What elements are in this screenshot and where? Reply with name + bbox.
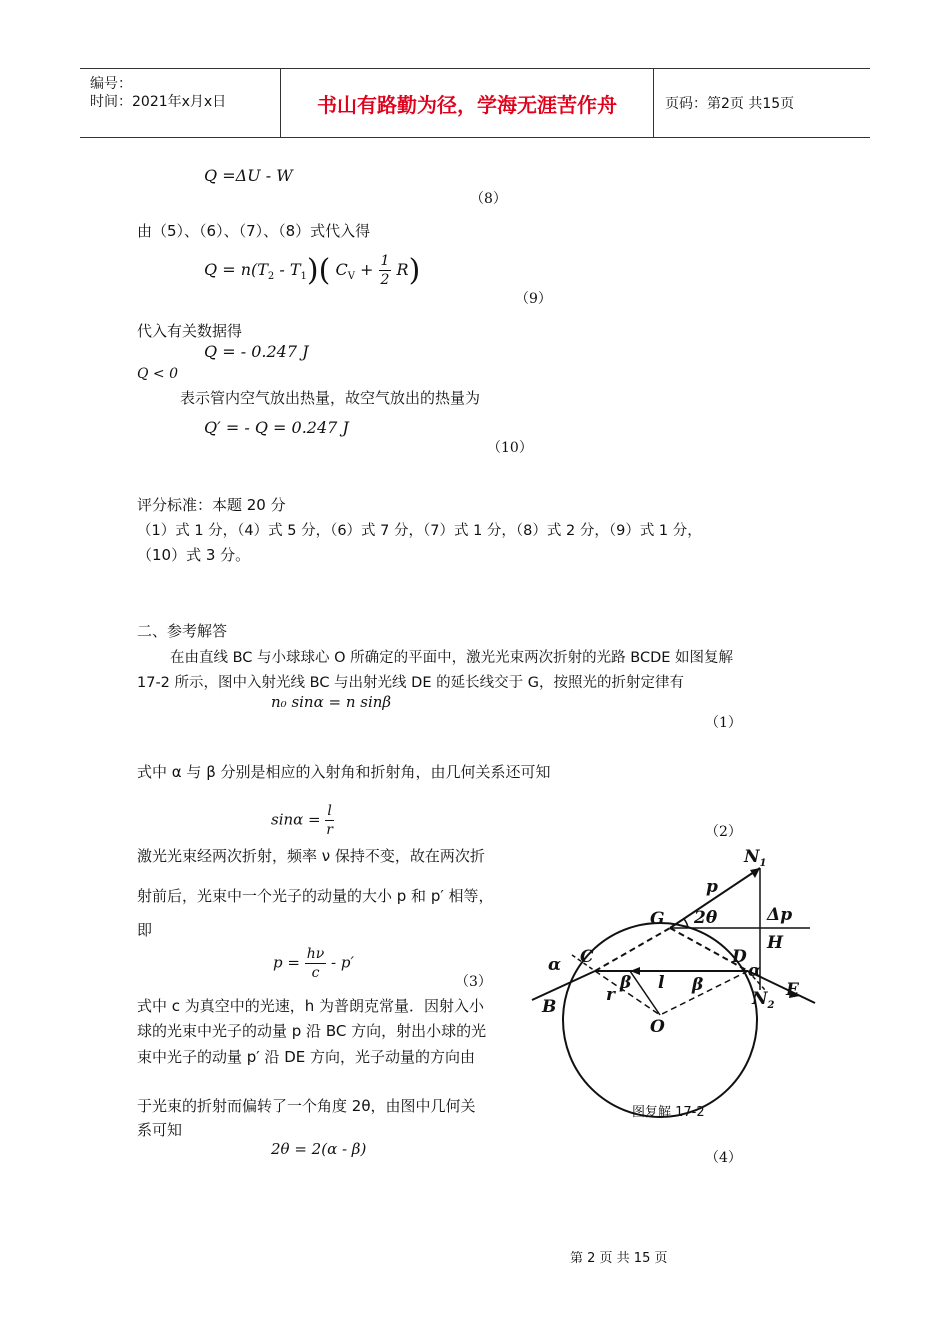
eq9-r: R <box>396 260 409 279</box>
label-n2: $N_2$ <box>752 989 775 1011</box>
eq9-fraction <box>379 252 392 289</box>
eq3-fraction <box>305 945 327 982</box>
eq9-sub1: 1 <box>300 271 307 283</box>
motto: 书山有路勤为径，学海无涯苦作舟 <box>281 69 654 137</box>
eq9-sub2: 2 <box>267 271 275 283</box>
eq9-den: 2 <box>380 272 390 288</box>
page-info: 页码：第2页 共15页 <box>665 96 795 112</box>
page-footer: 第 2 页 共 15 页 <box>570 1251 668 1266</box>
header-meta <box>80 69 281 137</box>
label-beta-c: β <box>620 973 632 993</box>
q-negative: Q < 0 <box>137 366 179 382</box>
section2-p3c: 即 <box>137 921 153 939</box>
label-h: H <box>767 933 784 953</box>
scoring-line-2: （10）式 3 分。 <box>137 546 251 564</box>
figure-caption: 图复解 17-2 <box>632 1105 705 1120</box>
equation-8-label: （8） <box>470 191 507 207</box>
label-g: G <box>650 909 665 929</box>
eq9-cv: C <box>335 260 348 279</box>
label-b: B <box>542 997 557 1017</box>
q-value: Q = - 0.247 J <box>204 342 309 361</box>
label-r: r <box>606 985 615 1005</box>
equation-4-label: （4） <box>705 1150 742 1166</box>
label-o: O <box>650 1017 665 1037</box>
eq2-den: r <box>326 822 333 838</box>
section2-p4b: 球的光束中光子的动量 p 沿 BC 方向，射出小球的光 <box>137 1022 487 1040</box>
section2-p1b: 17-2 所示，图中入射光线 BC 与出射光线 DE 的延长线交于 G，按照光的折射定律有 <box>137 675 684 691</box>
incident-ray <box>532 971 595 1000</box>
equation-10-label: （10） <box>487 440 533 456</box>
label-alpha-d: α <box>748 961 762 981</box>
eq2-fraction <box>325 802 333 839</box>
label-alpha-c: α <box>548 955 562 975</box>
scoring-title: 评分标准：本题 20 分 <box>137 496 286 514</box>
eq2-left: sinα = <box>271 810 321 829</box>
equation-3-label: （3） <box>455 974 492 990</box>
equation-2 <box>271 802 334 839</box>
label-e: E <box>786 980 799 1000</box>
eq9-cvsub: V <box>347 271 355 283</box>
section2-p3a: 激光光束经两次折射，频率 ν 保持不变，故在两次折 <box>137 847 485 865</box>
equation-10: Q′ = - Q = 0.247 J <box>204 418 349 437</box>
label-p: p <box>706 877 718 897</box>
eq3-num: hν <box>306 946 325 962</box>
equation-1-label: （1） <box>705 715 742 731</box>
equation-3 <box>273 945 354 982</box>
eq9-plus: + <box>354 260 379 279</box>
radius-od <box>660 971 748 1015</box>
release-line: 表示管内空气放出热量，故空气放出的热量为 <box>180 389 481 407</box>
equation-4: 2θ = 2(α - β) <box>271 1140 367 1158</box>
equation-1: n₀ sinα = n sinβ <box>271 693 392 711</box>
eq3-right: - p′ <box>331 953 354 972</box>
section2-p1a: 在由直线 BC 与小球球心 O 所确定的平面中，激光光束两次折射的光路 BCDE 如图复解 <box>170 650 734 666</box>
eq9-left: Q = n(T <box>204 260 268 279</box>
eq3-left: p = <box>273 953 300 972</box>
label-2theta: 2θ <box>694 908 718 928</box>
label-n1: $N_1$ <box>744 847 767 869</box>
label-l: l <box>658 973 665 993</box>
page-header <box>80 68 870 138</box>
section2-p3b: 射前后，光束中一个光子的动量的大小 p 和 p′ 相等， <box>137 887 494 905</box>
label-d: D <box>732 947 747 967</box>
eq9-mid: - T <box>274 260 301 279</box>
label-beta-d: β <box>692 975 704 995</box>
date-line: 时间：2021年x月x日 <box>90 94 227 110</box>
section2-p2: 式中 α 与 β 分别是相应的入射角和折射角，由几何关系还可知 <box>137 763 551 781</box>
eq2-num: l <box>327 803 332 819</box>
refraction-diagram <box>510 840 830 1130</box>
section2-p4d: 于光束的折射而偏转了一个角度 2θ，由图中几何关 <box>137 1097 476 1115</box>
incident-extension <box>595 928 670 971</box>
equation-9-label: （9） <box>515 291 552 307</box>
serial-label: 编号： <box>90 76 132 92</box>
label-delta-p: Δp <box>767 905 793 925</box>
scoring-line-1: （1）式 1 分，（4）式 5 分，（6）式 7 分，（7）式 1 分，（8）式 2 分，（9）式 1 分， <box>137 523 702 539</box>
section2-p4c: 束中光子的动量 p′ 沿 DE 方向，光子动量的方向由 <box>137 1048 476 1066</box>
equation-9: $Q = n(T_2 - T_1)$( $C_V$ + $\frac{1}{2}$ R) <box>204 253 421 288</box>
plug-line: 代入有关数据得 <box>137 322 243 340</box>
eq9-num: 1 <box>380 253 390 269</box>
substitute-line: 由（5）、（6）、（7）、（8）式代入得 <box>137 222 371 240</box>
label-c: C <box>580 947 594 967</box>
section2-title: 二、参考解答 <box>137 622 228 640</box>
equation-8: Q =ΔU - W <box>204 166 293 185</box>
perpendicular-l <box>630 971 660 1015</box>
equation-2-label: （2） <box>705 824 742 840</box>
section2-p4a: 式中 c 为真空中的光速，h 为普朗克常量．因射入小 <box>137 997 485 1015</box>
section2-p4e: 系可知 <box>137 1121 183 1139</box>
eq3-den: c <box>311 965 320 981</box>
